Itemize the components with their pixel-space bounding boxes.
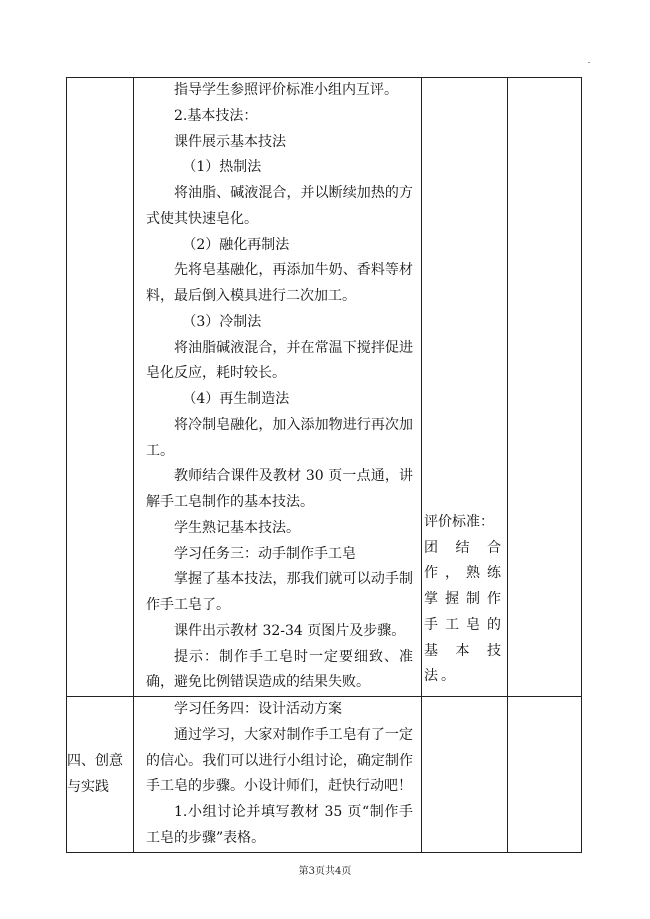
phase-label-line2: 与实践 [67,779,109,796]
evaluation-body: 团结合作，熟练掌握制作手工皂的基本技法。 [424,539,504,685]
step-text: 学习任务三：动手制作手工皂 [174,545,356,562]
notes-cell [508,78,582,697]
table-row [67,78,582,697]
step-text: 学生熟记基本技法。 [174,519,300,536]
step-text: 通过学习，大家对制作手工皂有了一定的信心。我们可以进行小组讨论，确定制作手工皂的步骤。小设计师们，赶快行动吧！ [146,726,413,795]
teaching-activity-cell [134,697,422,853]
step-text: 课件出示教材 32-34 页图片及步骤。 [174,622,406,639]
step-text: 指导学生参照评价标准小组内互评。 [174,82,398,98]
step-text: 提示：制作手工皂时一定要细致、准确，避免比例错误造成的结果失败。 [146,648,413,691]
step-text: 将油脂、碱液混合，并以断续加热的方式使其快速皂化。 [146,185,413,227]
step-text: （2）融化再制法 [182,236,290,253]
step-text: 先将皂基融化，再添加牛奶、香料等材料，最后倒入模具进行二次加工。 [146,262,413,304]
lesson-plan-table [66,77,582,853]
evaluation-title: 评价标准： [424,513,494,530]
step-text: 课件展示基本技法 [174,133,286,150]
step-text: （1）热制法 [182,159,262,176]
page-footer: 第3页共4页 [298,866,352,877]
step-text: 2.基本技法： [174,107,258,124]
phase-cell [67,697,134,853]
evaluation-cell-empty [422,697,508,853]
notes-cell-empty [508,697,582,853]
corner-mark [588,62,590,63]
teaching-activity-cell [134,78,422,697]
step-text: （3）冷制法 [182,313,262,330]
table-row [67,697,582,853]
phase-cell-empty [67,78,134,697]
step-text: 学习任务四：设计活动方案 [174,701,342,717]
step-text: 将油脂碱液混合，并在常温下搅拌促进皂化反应，耗时较长。 [146,339,413,382]
step-text: 教师结合课件及教材 30 页一点通，讲解手工皂制作的基本技法。 [146,468,413,510]
phase-label-line1: 四、创意 [67,753,123,770]
evaluation-cell [422,78,508,697]
step-text: 1.小组讨论并填写教材 35 页“制作手工皂的步骤”表格。 [146,804,413,846]
step-text: （4）再生制造法 [182,391,290,407]
step-text: 将冷制皂融化，加入添加物进行再次加工。 [146,416,413,459]
step-text: 掌握了基本技法，那我们就可以动手制作手工皂了。 [146,571,413,613]
